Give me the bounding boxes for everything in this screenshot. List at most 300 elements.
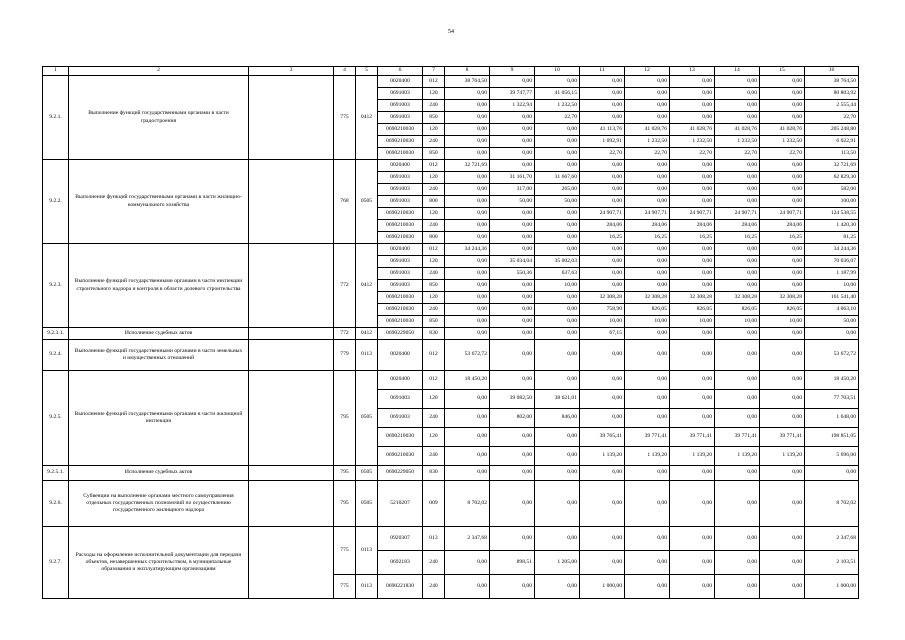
c16-total: 1 648,00 (805, 409, 859, 428)
c12: 1 232,50 (625, 136, 670, 148)
row-number: 9.2.7. (43, 527, 69, 599)
c10: 0,00 (535, 220, 580, 232)
c8: 0,00 (445, 280, 490, 292)
c12: 0,00 (625, 100, 670, 112)
c15: 0,00 (760, 575, 805, 599)
column-3-empty (249, 328, 334, 340)
c7-type: 240 (423, 220, 445, 232)
c12: 0,00 (625, 256, 670, 268)
c15: 0,00 (760, 371, 805, 390)
column-5-code: 0113 (356, 575, 378, 599)
c9: 0,00 (490, 328, 535, 340)
c7-type: 120 (423, 208, 445, 220)
c7-type: 009 (423, 481, 445, 527)
c12: 0,00 (625, 527, 670, 551)
c12: 32 308,28 (625, 292, 670, 304)
c13: 0,00 (670, 481, 715, 527)
c16-total: 0,00 (805, 328, 859, 340)
page-number: 54 (448, 29, 454, 35)
c9: 0,00 (490, 447, 535, 466)
c8: 0,00 (445, 148, 490, 160)
c11: 0,00 (580, 371, 625, 390)
column-5-code: 0412 (356, 76, 378, 160)
c8: 0,00 (445, 136, 490, 148)
c12: 41 028,76 (625, 124, 670, 136)
c16-total: 32 721,69 (805, 160, 859, 172)
c8: 0,00 (445, 172, 490, 184)
c15: 826,05 (760, 304, 805, 316)
c8: 0,00 (445, 409, 490, 428)
c6-code: 0691003 (378, 88, 423, 100)
c14: 0,00 (715, 551, 760, 575)
c15: 0,00 (760, 196, 805, 208)
c16-total: 198 851,05 (805, 428, 859, 447)
c12: 0,00 (625, 390, 670, 409)
c6-code: 0690210030 (378, 316, 423, 328)
column-header: 5 (356, 67, 378, 76)
column-header: 12 (625, 67, 670, 76)
c13: 0,00 (670, 112, 715, 124)
c7-type: 240 (423, 184, 445, 196)
c6-code: 0691003 (378, 196, 423, 208)
header-row (43, 67, 859, 76)
c14: 0,00 (715, 280, 760, 292)
c16-total: 113,50 (805, 148, 859, 160)
c8: 0,00 (445, 466, 490, 481)
column-header: 10 (535, 67, 580, 76)
c8: 34 244,36 (445, 244, 490, 256)
c16-total: 2 555,44 (805, 100, 859, 112)
c13: 0,00 (670, 390, 715, 409)
c14: 22,70 (715, 148, 760, 160)
c15: 0,00 (760, 481, 805, 527)
c12: 0,00 (625, 409, 670, 428)
c12: 0,00 (625, 551, 670, 575)
c6-code: 0020400 (378, 340, 423, 371)
c11: 758,90 (580, 304, 625, 316)
c6-code: 0920307 (378, 527, 423, 551)
c12: 1 139,20 (625, 447, 670, 466)
c15: 32 308,28 (760, 292, 805, 304)
c10: 0,00 (535, 208, 580, 220)
c13: 0,00 (670, 172, 715, 184)
c12: 0,00 (625, 112, 670, 124)
column-5-code: 0505 (356, 481, 378, 527)
c11: 24 907,71 (580, 208, 625, 220)
c10: 10,00 (535, 280, 580, 292)
c13: 16,25 (670, 232, 715, 244)
c10: 0,00 (535, 371, 580, 390)
c7-type: 240 (423, 575, 445, 599)
row-description: Выполнение функций государственными органами в части инспекции строительного надзора и контроля в области долевого строительства (69, 244, 249, 328)
c13: 1 139,20 (670, 447, 715, 466)
c13: 24 907,71 (670, 208, 715, 220)
c8: 0,00 (445, 428, 490, 447)
c7-type: 800 (423, 232, 445, 244)
c11: 0,00 (580, 256, 625, 268)
column-5-code: 0505 (356, 466, 378, 481)
c11: 6,00 (580, 466, 625, 481)
c6-code: 0691003 (378, 172, 423, 184)
c8: 0,00 (445, 208, 490, 220)
row-number: 9.2.6. (43, 481, 69, 527)
c11: 1 139,20 (580, 447, 625, 466)
c6-code: 0692183 (378, 551, 423, 575)
c11: 284,06 (580, 220, 625, 232)
column-4-code: 775 (334, 575, 356, 599)
c7-type: 240 (423, 409, 445, 428)
c9: 0,00 (490, 575, 535, 599)
c15: 10,00 (760, 316, 805, 328)
c16-total: 80 803,92 (805, 88, 859, 100)
c13: 0,00 (670, 409, 715, 428)
row-description: Исполнение судебных актов (69, 466, 249, 481)
c15: 0,00 (760, 160, 805, 172)
c12: 0,00 (625, 196, 670, 208)
row-number: 9.2.5. (43, 371, 69, 466)
c12: 10,00 (625, 316, 670, 328)
c6-code: 0691003 (378, 100, 423, 112)
c10: 50,00 (535, 196, 580, 208)
c16-total: 582,00 (805, 184, 859, 196)
c11: 16,25 (580, 232, 625, 244)
c15: 0,00 (760, 409, 805, 428)
c6-code: 0690221830 (378, 575, 423, 599)
c6-code: 0690210030 (378, 124, 423, 136)
c15: 24 907,71 (760, 208, 805, 220)
c16-total: 0,00 (805, 466, 859, 481)
c7-type: 240 (423, 268, 445, 280)
c13: 0,00 (670, 371, 715, 390)
row-description: Расходы на оформление исполнительной документации для передачи объектов, незавершенных строительством, в муниципальные образования и эксплуатирующим организациям (69, 527, 249, 599)
column-4-code: 775 (334, 527, 356, 575)
c11: 0,00 (580, 100, 625, 112)
c14: 0,00 (715, 466, 760, 481)
c11: 0,00 (580, 280, 625, 292)
c13: 1 232,50 (670, 136, 715, 148)
row-description: Выполнение функций государственными органами в части земельных и имущественных отношений (69, 340, 249, 371)
c16-total: 70 036,07 (805, 256, 859, 268)
c10: 0,00 (535, 76, 580, 88)
column-3-empty (249, 340, 334, 371)
c6-code: 0690210030 (378, 220, 423, 232)
c7-type: 850 (423, 316, 445, 328)
c13: 0,00 (670, 466, 715, 481)
table-row (43, 371, 859, 390)
c12: 24 907,71 (625, 208, 670, 220)
column-4-code: 768 (334, 160, 356, 244)
row-number: 9.2.3.1. (43, 328, 69, 340)
c14: 0,00 (715, 527, 760, 551)
c13: 0,00 (670, 244, 715, 256)
column-5-code: 0412 (356, 244, 378, 328)
c7-type: 120 (423, 292, 445, 304)
c9: 0,00 (490, 371, 535, 390)
c8: 0,00 (445, 268, 490, 280)
c8: 8 702,02 (445, 481, 490, 527)
c12: 0,00 (625, 160, 670, 172)
c9: 39 082,50 (490, 390, 535, 409)
c10: 265,00 (535, 184, 580, 196)
c15: 284,06 (760, 220, 805, 232)
c11: 0,00 (580, 527, 625, 551)
c14: 0,00 (715, 256, 760, 268)
c14: 0,00 (715, 340, 760, 371)
c11: 0,00 (580, 390, 625, 409)
table-row (43, 328, 859, 340)
c6-code: 0690210030 (378, 208, 423, 220)
c14: 0,00 (715, 88, 760, 100)
c13: 0,00 (670, 196, 715, 208)
column-3-empty (249, 481, 334, 527)
c8: 53 672,72 (445, 340, 490, 371)
c9: 802,00 (490, 409, 535, 428)
c14: 0,00 (715, 244, 760, 256)
column-header: 9 (490, 67, 535, 76)
c14: 0,00 (715, 390, 760, 409)
c8: 0,00 (445, 292, 490, 304)
column-4-code: 795 (334, 371, 356, 466)
c9: 0,00 (490, 244, 535, 256)
c16-total: 10,00 (805, 280, 859, 292)
c15: 0,00 (760, 244, 805, 256)
c14: 0,00 (715, 328, 760, 340)
c6-code: 0020400 (378, 371, 423, 390)
c14: 39 771,41 (715, 428, 760, 447)
c7-type: 120 (423, 390, 445, 409)
c12: 0,00 (625, 371, 670, 390)
c12: 284,06 (625, 220, 670, 232)
c9: 31 161,70 (490, 172, 535, 184)
column-5-code: 0505 (356, 160, 378, 244)
column-4-code: 772 (334, 328, 356, 340)
c9: 0,00 (490, 481, 535, 527)
c8: 0,00 (445, 88, 490, 100)
column-header: 15 (760, 67, 805, 76)
c9: 0,00 (490, 124, 535, 136)
c15: 0,00 (760, 280, 805, 292)
c14: 0,00 (715, 100, 760, 112)
table-row (43, 160, 859, 172)
c13: 0,00 (670, 100, 715, 112)
c10: 41 056,15 (535, 88, 580, 100)
c14: 1 139,20 (715, 447, 760, 466)
c9: 1 322,94 (490, 100, 535, 112)
c16-total: 2 347,68 (805, 527, 859, 551)
c16-total: 100,00 (805, 196, 859, 208)
c9: 0,00 (490, 292, 535, 304)
c10: 0,00 (535, 304, 580, 316)
c14: 0,00 (715, 172, 760, 184)
c6-code: 0690210030 (378, 148, 423, 160)
c10: 0,00 (535, 148, 580, 160)
c15: 16,25 (760, 232, 805, 244)
c6-code: 0690210030 (378, 304, 423, 316)
column-4-code: 779 (334, 340, 356, 371)
c14: 0,00 (715, 371, 760, 390)
c8: 0,00 (445, 316, 490, 328)
column-header: 13 (670, 67, 715, 76)
c13: 0,00 (670, 184, 715, 196)
c7-type: 850 (423, 280, 445, 292)
c14: 16,25 (715, 232, 760, 244)
c11: 0,00 (580, 172, 625, 184)
column-5-code: 0113 (356, 527, 378, 575)
c7-type: 012 (423, 160, 445, 172)
c13: 0,00 (670, 551, 715, 575)
c16-total: 22,70 (805, 112, 859, 124)
c14: 32 308,28 (715, 292, 760, 304)
c11: 0,00 (580, 160, 625, 172)
c9: 0,00 (490, 148, 535, 160)
c9: 0,00 (490, 527, 535, 551)
c16-total: 1 187,99 (805, 268, 859, 280)
c14: 24 907,71 (715, 208, 760, 220)
c16-total: 161 541,40 (805, 292, 859, 304)
c7-type: 240 (423, 447, 445, 466)
row-description: Выполнение функций государственными органами в части жилищной инспекции (69, 371, 249, 466)
column-5-code: 0412 (356, 328, 378, 340)
c12: 22,70 (625, 148, 670, 160)
c6-code: 0691003 (378, 409, 423, 428)
table-row (43, 466, 859, 481)
column-3-empty (249, 76, 334, 160)
c16-total: 53 672,72 (805, 340, 859, 371)
c6-code: 0690210030 (378, 447, 423, 466)
c14: 0,00 (715, 481, 760, 527)
c10: 637,63 (535, 268, 580, 280)
column-header: 11 (580, 67, 625, 76)
c13: 39 771,41 (670, 428, 715, 447)
c15: 0,00 (760, 340, 805, 371)
c6-code: 0020400 (378, 76, 423, 88)
c10: 0,00 (535, 428, 580, 447)
table-row (43, 244, 859, 256)
c12: 0,00 (625, 76, 670, 88)
column-header: 8 (445, 67, 490, 76)
c7-type: 120 (423, 172, 445, 184)
c9: 0,00 (490, 428, 535, 447)
column-3-empty (249, 244, 334, 328)
c16-total: 1 420,30 (805, 220, 859, 232)
c9: 0,00 (490, 340, 535, 371)
c10: 0,00 (535, 124, 580, 136)
c9: 898,51 (490, 551, 535, 575)
c12: 0,00 (625, 466, 670, 481)
c15: 41 028,76 (760, 124, 805, 136)
c15: 22,70 (760, 148, 805, 160)
c16-total: 8 702,02 (805, 481, 859, 527)
c14: 0,00 (715, 76, 760, 88)
c15: 0,00 (760, 328, 805, 340)
c9: 317,00 (490, 184, 535, 196)
c12: 0,00 (625, 575, 670, 599)
row-number: 9.2.2. (43, 160, 69, 244)
column-3-empty (249, 527, 334, 599)
c9: 39 747,77 (490, 88, 535, 100)
c8: 38 764,50 (445, 76, 490, 88)
c8: 0,00 (445, 196, 490, 208)
row-description: Субвенции на выполнение органами местного самоуправления отдельных государственных полномочий по осуществлению государственного жилищного надзора (69, 481, 249, 527)
column-header: 16 (805, 67, 859, 76)
c10: 22,70 (535, 112, 580, 124)
c9: 0,00 (490, 466, 535, 481)
column-3-empty (249, 160, 334, 244)
table-row (43, 76, 859, 88)
c13: 0,00 (670, 268, 715, 280)
c10: 38 621,01 (535, 390, 580, 409)
column-header: 3 (249, 67, 334, 76)
c8: 0,00 (445, 551, 490, 575)
c11: 32 308,28 (580, 292, 625, 304)
c7-type: 240 (423, 100, 445, 112)
c11: 0,00 (580, 551, 625, 575)
c15: 0,00 (760, 184, 805, 196)
c10: 0,00 (535, 244, 580, 256)
c11: 22,70 (580, 148, 625, 160)
c7-type: 830 (423, 466, 445, 481)
column-4-code: 795 (334, 481, 356, 527)
column-header: 7 (423, 67, 445, 76)
c15: 0,00 (760, 172, 805, 184)
column-header: 14 (715, 67, 760, 76)
c11: 41 113,76 (580, 124, 625, 136)
c8: 0,00 (445, 232, 490, 244)
table-row (43, 481, 859, 527)
c14: 0,00 (715, 409, 760, 428)
budget-table (42, 66, 859, 599)
column-3-empty (249, 466, 334, 481)
c15: 0,00 (760, 88, 805, 100)
c9: 35 034,04 (490, 256, 535, 268)
c10: 1 232,50 (535, 100, 580, 112)
c16-total: 5 696,00 (805, 447, 859, 466)
c15: 0,00 (760, 256, 805, 268)
c8: 0,00 (445, 112, 490, 124)
c13: 32 308,28 (670, 292, 715, 304)
c7-type: 240 (423, 304, 445, 316)
row-description: Выполнение функций государственными органами в части жилищно-коммунального хозяйства (69, 160, 249, 244)
c16-total: 4 063,10 (805, 304, 859, 316)
c7-type: 012 (423, 244, 445, 256)
c15: 39 771,41 (760, 428, 805, 447)
c14: 0,00 (715, 112, 760, 124)
c11: 1 000,00 (580, 575, 625, 599)
c10: 0,00 (535, 447, 580, 466)
c14: 826,05 (715, 304, 760, 316)
column-header: 1 (43, 67, 69, 76)
c11: 0,00 (580, 409, 625, 428)
c16-total: 124 538,55 (805, 208, 859, 220)
c13: 0,00 (670, 328, 715, 340)
c7-type: 800 (423, 196, 445, 208)
c11: 0,00 (580, 88, 625, 100)
c15: 0,00 (760, 527, 805, 551)
table-row (43, 340, 859, 371)
c12: 16,25 (625, 232, 670, 244)
c9: 0,00 (490, 232, 535, 244)
c7-type: 850 (423, 112, 445, 124)
c12: 0,00 (625, 268, 670, 280)
c14: 0,00 (715, 184, 760, 196)
c13: 826,05 (670, 304, 715, 316)
c13: 10,00 (670, 316, 715, 328)
c6-code: 0691003 (378, 390, 423, 409)
c13: 0,00 (670, 280, 715, 292)
c6-code: 0690210030 (378, 136, 423, 148)
c16-total: 6 022,91 (805, 136, 859, 148)
column-4-code: 795 (334, 466, 356, 481)
